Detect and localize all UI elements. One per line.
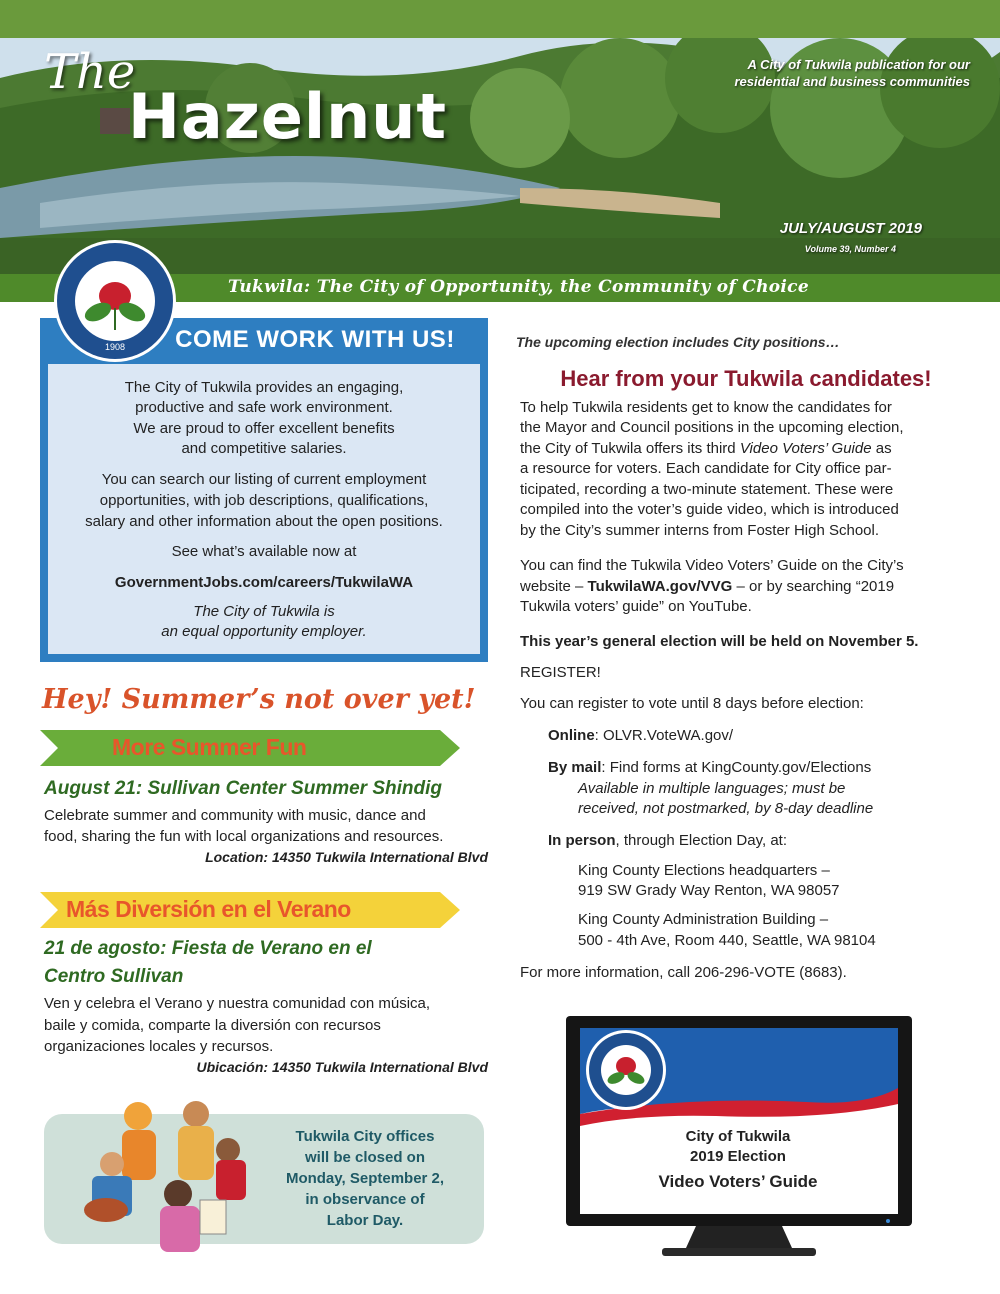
election-p1-line: the Mayor and Council positions in the upcoming election,: [520, 419, 904, 436]
event-title-es: Centro Sullivan: [44, 966, 184, 987]
workers-illustration: [78, 1090, 258, 1263]
event-location-en: Location: 14350 Tukwila International Blvd: [205, 849, 488, 865]
publication-tagline: A City of Tukwila publication for our residential and business communities: [734, 57, 970, 89]
text-run: as: [871, 440, 892, 457]
holiday-line: in observance of: [305, 1191, 425, 1208]
event-body-es-line: Ven y celebra el Verano y nuestra comunidad con música,: [44, 995, 431, 1012]
mail-link[interactable]: : Find forms at KingCounty.gov/Elections: [601, 759, 872, 776]
job-text-line: The City of Tukwila provides an engaging,: [124, 379, 404, 396]
general-election-date: This year’s general election will be held on November 5.: [520, 633, 919, 650]
election-intro: The upcoming election includes City positions…: [516, 334, 840, 350]
holiday-line: Tukwila City offices: [295, 1128, 435, 1145]
person-value: , through Election Day, at:: [615, 832, 787, 849]
location-2-line: 500 - 4th Ave, Room 440, Seattle, WA 98104: [578, 932, 876, 949]
holiday-line: will be closed on: [304, 1149, 426, 1166]
job-text-line: See what’s available now at: [171, 543, 357, 560]
vvg-link[interactable]: TukwilaWA.gov/VVG: [587, 578, 733, 595]
election-p2-line: [520, 577, 972, 597]
text-run: the City of Tukwila offers its third: [520, 440, 740, 457]
event-body-es-line: organizaciones locales y recursos.: [44, 1038, 274, 1055]
holiday-line: Monday, September 2,: [285, 1170, 445, 1187]
job-text-line: We are proud to offer excellent benefits: [133, 420, 395, 437]
seal-year: 1908: [104, 342, 126, 352]
masthead-the: The: [44, 44, 136, 100]
register-heading: REGISTER!: [520, 664, 601, 681]
tv-line-guide: Video Voters’ Guide: [658, 1172, 818, 1191]
city-seal: [52, 238, 178, 369]
election-p1-line: [520, 439, 972, 459]
register-mail: [548, 758, 972, 778]
job-eoe-line: an equal opportunity employer.: [161, 623, 367, 640]
job-url-link[interactable]: GovernmentJobs.com/careers/TukwilaWA: [114, 574, 414, 591]
banner-mas-diversion-label: Más Diversión en el Verano: [66, 896, 351, 922]
register-online: [548, 726, 972, 746]
issue-date: JULY/AUGUST 2019: [779, 220, 922, 237]
tv-line-city: City of Tukwila: [685, 1128, 791, 1145]
job-text-line: opportunities, with job descriptions, qualifications,: [99, 492, 429, 509]
election-p1-line: compiled into the voter’s guide video, which is introduced: [520, 501, 899, 518]
banner-more-summer-fun-label: More Summer Fun: [112, 734, 307, 760]
mail-note-line: received, not postmarked, by 8-day deadline: [578, 800, 874, 817]
event-body-en-line: Celebrate summer and community with music, dance and: [44, 807, 426, 824]
text-run: website –: [520, 578, 588, 595]
election-p2-line: Tukwila voters’ guide” on YouTube.: [520, 598, 752, 615]
event-title-en: August 21: Sullivan Center Summer Shindig: [44, 778, 443, 799]
online-label: Online: [548, 727, 595, 744]
city-motto: Tukwila: The City of Opportunity, the Community of Choice: [228, 277, 809, 297]
job-text-line: and competitive salaries.: [181, 440, 347, 457]
holiday-notice-text: [270, 1126, 460, 1231]
top-color-bar: [0, 0, 1000, 38]
summer-heading: Hey! Summer’s not over yet!: [42, 684, 476, 715]
job-eoe-line: The City of Tukwila is: [193, 603, 335, 620]
election-p2-line: You can find the Tukwila Video Voters’ Guide on the City’s: [520, 557, 904, 574]
location-1-line: King County Elections headquarters –: [578, 862, 830, 879]
holiday-line: Labor Day.: [326, 1212, 404, 1229]
election-heading: Hear from your Tukwila candidates!: [560, 366, 932, 391]
location-2-line: King County Administration Building –: [578, 911, 829, 928]
job-text-line: You can search our listing of current employment: [101, 471, 427, 488]
mail-label: By mail: [548, 759, 602, 776]
text-run: – or by searching “2019: [732, 578, 895, 595]
election-p1-line: a resource for voters. Each candidate for City office par-: [520, 460, 892, 477]
video-voters-guide-emph: Video Voters’ Guide: [739, 440, 872, 457]
mail-note-line: Available in multiple languages; must be: [578, 780, 846, 797]
job-text-line: salary and other information about the open positions.: [85, 513, 443, 530]
election-p1-line: ticipated, recording a two-minute statement. These were: [520, 481, 894, 498]
job-box-title: COME WORK WITH US!: [175, 326, 455, 353]
tv-line-election: 2019 Election: [690, 1148, 786, 1165]
masthead-title: Hazelnut: [128, 80, 448, 153]
more-info-phone: For more information, call 206-296-VOTE (8683).: [520, 964, 847, 981]
event-body-es-line: baile y comida, comparte la diversión con recursos: [44, 1017, 381, 1034]
event-body-en-line: food, sharing the fun with local organizations and resources.: [44, 828, 444, 845]
election-p1-line: To help Tukwila residents get to know the candidates for: [520, 399, 892, 416]
online-link[interactable]: : OLVR.VoteWA.gov/: [594, 727, 734, 744]
event-title-es: 21 de agosto: Fiesta de Verano en el: [44, 938, 372, 959]
register-until: You can register to vote until 8 days before election:: [520, 695, 864, 712]
person-label: In person: [548, 832, 616, 849]
election-p1-line: by the City’s summer interns from Foster High School.: [520, 522, 880, 539]
issue-volume: Volume 39, Number 4: [804, 244, 896, 254]
register-in-person: [548, 831, 972, 851]
event-location-es: Ubicación: 14350 Tukwila International Blvd: [196, 1059, 488, 1075]
job-text-line: productive and safe work environment.: [135, 399, 393, 416]
location-1-line: 919 SW Grady Way Renton, WA 98057: [578, 882, 840, 899]
